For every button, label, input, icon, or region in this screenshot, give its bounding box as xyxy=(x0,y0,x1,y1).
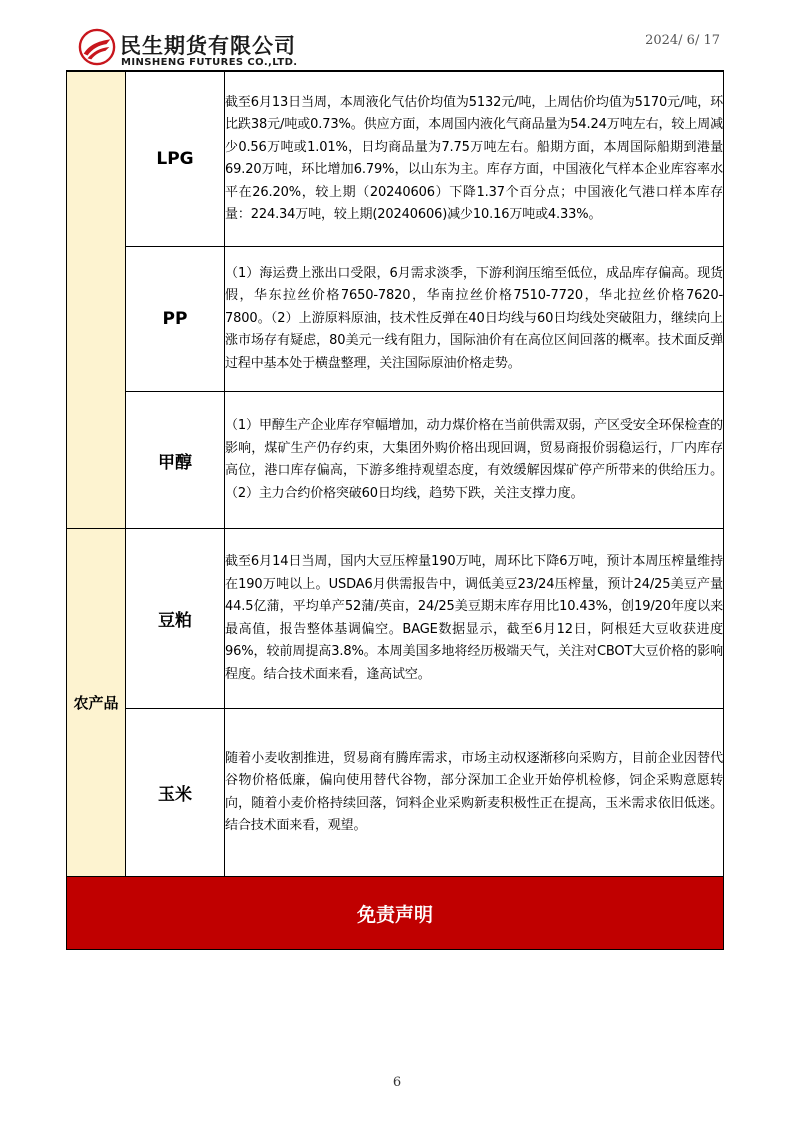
commodity-name: PP xyxy=(126,247,225,392)
category-cell-energy xyxy=(67,72,126,529)
table-row xyxy=(67,72,724,247)
table-row xyxy=(67,247,724,392)
company-name-cn: 民生期货有限公司 xyxy=(120,34,296,58)
commodity-analysis: （1）甲醇生产企业库存窄幅增加，动力煤价格在当前供需双弱，产区受安全环保检查的影响，煤矿生产仍存约束，大集团外购价格出现回调，贸易商报价弱稳运行，厂内库存高位，港口库存偏高，下游多维持观望态度，有效缓解因煤矿停产所带来的供给压力。（2）主力合约价格突破60日均线，趋势下跌，关注支撑力度。 xyxy=(225,392,724,529)
commodity-analysis: 截至6月13日当周，本周液化气估价均值为5132元/吨，上周估价均值为5170元/吨，环比跌38元/吨或0.73%。供应方面，本周国内液化气商品量为54.24万吨左右，较上周减少0.56万吨或1.01%，日均商品量为7.75万吨左右。船期方面，本周国际船期到港量69.20万吨，环比增加6.79%，以山东为主。库存方面，中国液化气样本企业库容率水平在26.20%，较上期（20240606）下降1.37个百分点；中国液化气港口样本库存量：224.34万吨，较上期(20240606)减少10.16万吨或4.33%。 xyxy=(225,72,724,247)
report-date: 2024/ 6/ 17 xyxy=(645,33,720,48)
commodity-name: LPG xyxy=(126,72,225,247)
commodity-name: 甲醇 xyxy=(126,392,225,529)
table-row xyxy=(67,392,724,529)
page-number: 6 xyxy=(392,1075,402,1090)
category-cell-agriculture: 农产品 xyxy=(67,529,126,877)
commodity-analysis: 随着小麦收割推进，贸易商有腾库需求，市场主动权逐渐移向采购方，目前企业因替代谷物价格低廉，偏向使用替代谷物，部分深加工企业开始停机检修，饲企采购意愿转向，随着小麦价格持续回落，饲料企业采购新麦积极性正在提高，玉米需求依旧低迷。结合技术面来看，观望。 xyxy=(225,709,724,877)
page-header xyxy=(0,0,794,72)
commodity-name: 豆粕 xyxy=(126,529,225,709)
disclaimer-banner: 免责声明 xyxy=(67,877,724,950)
commodity-name: 玉米 xyxy=(126,709,225,877)
company-name-en: MINSHENG FUTURES CO.,LTD. xyxy=(121,57,298,68)
commodity-analysis: 截至6月14日当周，国内大豆压榨量190万吨，周环比下降6万吨，预计本周压榨量维持在190万吨以上。USDA6月供需报告中，调低美豆23/24压榨量，预计24/25美豆产量44.5亿蒲，平均单产52蒲/英亩，24/25美豆期末库存用比10.43%，创19/20年度以来最高值，报告整体基调偏空。BAGE数据显示，截至6月12日，阿根廷大豆收获进度96%，较前周提高3.8%。本周美国多地将经历极端天气，关注对CBOT大豆价格的影响程度。结合技术面来看，逢高试空。 xyxy=(225,529,724,709)
table-row xyxy=(67,709,724,877)
table-row xyxy=(67,529,724,709)
commodity-analysis: （1）海运费上涨出口受限，6月需求淡季，下游利润压缩至低位，成品库存偏高。现货假，华东拉丝价格7650-7820，华南拉丝价格7510-7720，华北拉丝价格7620-7800。（2）上游原料原油，技术性反弹在40日均线与60日均线处突破阻力，继续向上涨市场存有疑虑，80美元一线有阻力，国际油价有在高位区间回落的概率。技术面反弹过程中基本处于横盘整理，关注国际原油价格走势。 xyxy=(225,247,724,392)
company-logo-icon xyxy=(78,28,116,66)
disclaimer-row xyxy=(67,877,724,950)
commodity-table xyxy=(66,71,724,950)
